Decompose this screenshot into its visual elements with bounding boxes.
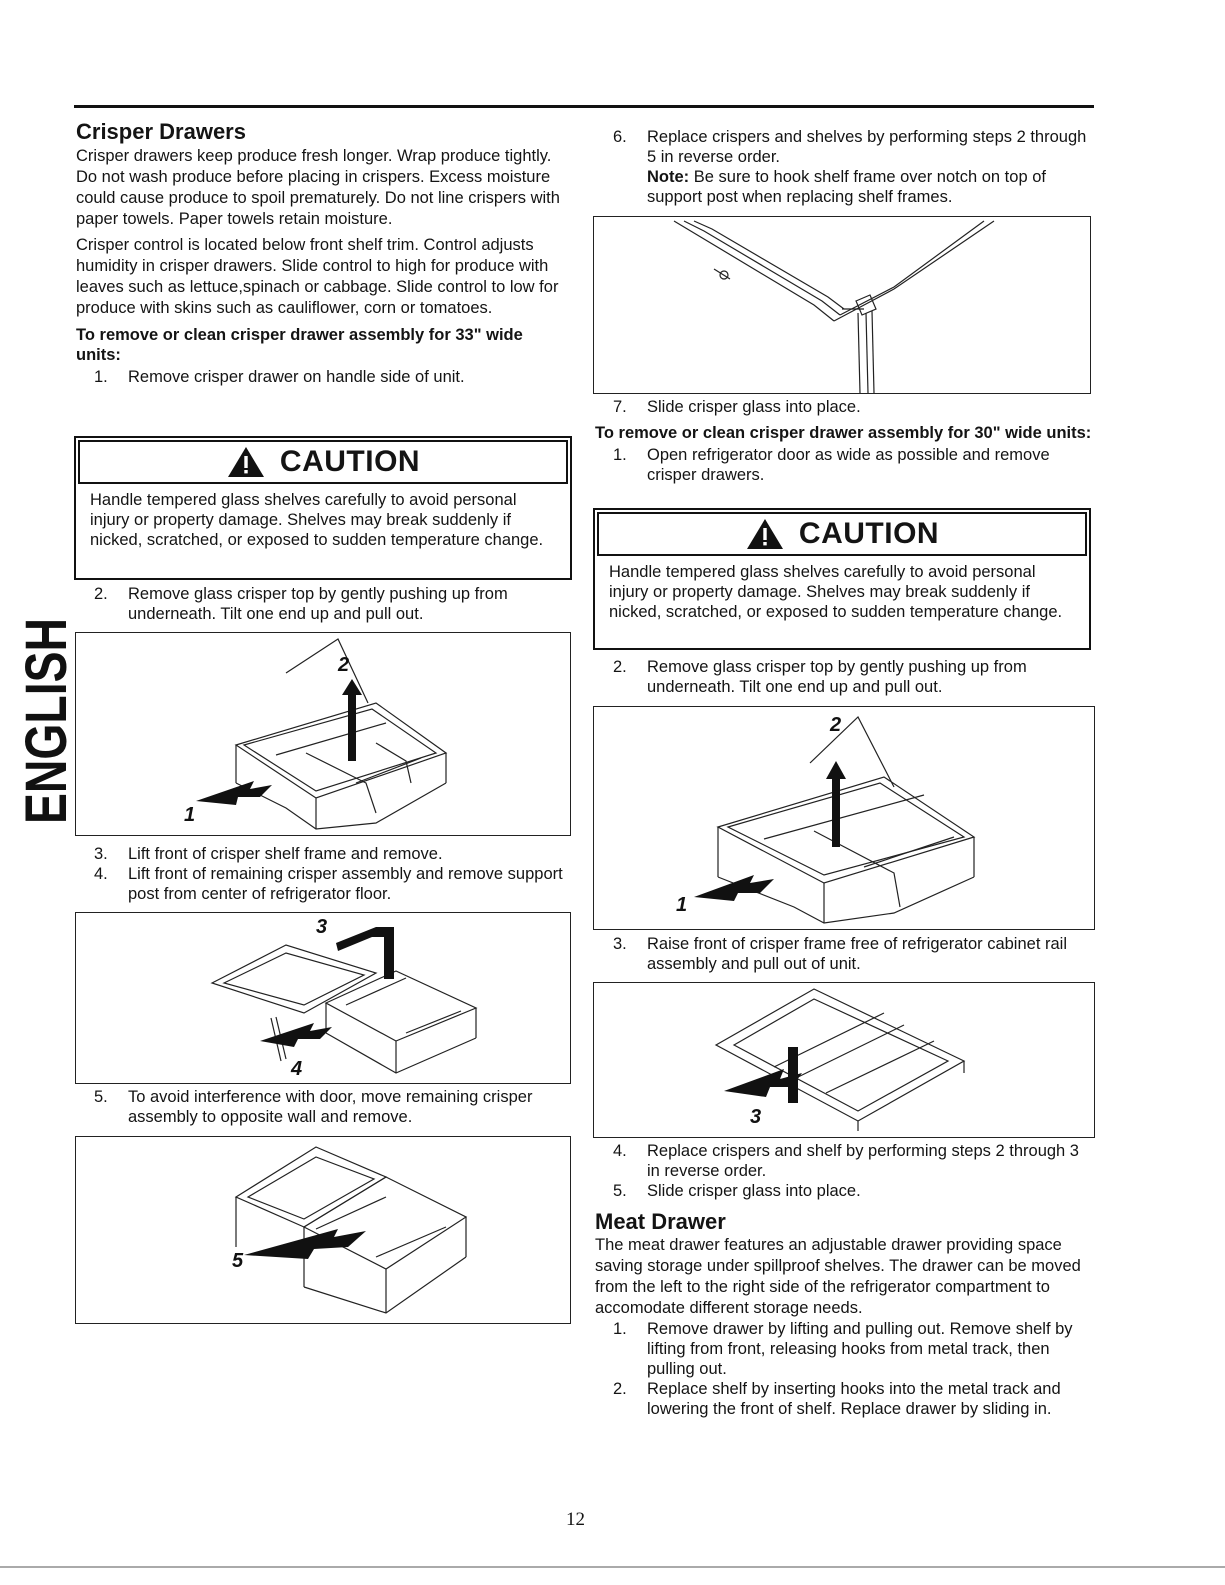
fig2-label-3: 3	[316, 916, 328, 938]
meat-drawer-title: Meat Drawer	[595, 1209, 726, 1234]
right-step-6: 6. Replace crispers and shelves by performing steps 2 through 5 in reverse order.	[613, 128, 1087, 166]
caution-header	[78, 440, 568, 484]
crisper-intro-paragraph: Crisper drawers keep produce fresh longer. Wrap produce tightly. Do not wash produce before placing in crispers. Excess moisture could cause produce to spoil prematurely. Do not line crispers with paper towels. Paper towels retain moisture.	[76, 147, 560, 228]
page-number: 12	[566, 1509, 585, 1530]
figure-lift-frame-33	[75, 912, 571, 1084]
right-step-1: 1. Open refrigerator door as wide as possible and remove crisper drawers.	[613, 446, 1050, 484]
warning-triangle-icon	[745, 517, 785, 551]
fig1-label-1: 1	[184, 804, 196, 826]
caution-title: CAUTION	[279, 445, 421, 478]
right-step-3: 3. Raise front of crisper frame free of refrigerator cabinet rail assembly and pull out of unit.	[613, 935, 1068, 973]
caution-text: Handle tempered glass shelves carefully to avoid personal injury or property damage. Shelves may break suddenly if nicked, scratched, or exposed to sudden temperature change.	[90, 491, 544, 549]
left-step-1: 1. Remove crisper drawer on handle side of unit.	[94, 368, 465, 386]
meat-drawer-paragraph: The meat drawer features an adjustable drawer providing space saving storage under spillproof shelves. The drawer can be moved from the left to the right side of the refrigerator compartment to accomodate different storage needs.	[595, 1236, 1081, 1317]
bottom-rule	[0, 1566, 1225, 1568]
language-tab	[14, 616, 80, 826]
right-step-5: 5. Slide crisper glass into place.	[613, 1182, 861, 1200]
right-step-7: 7. Slide crisper glass into place.	[613, 398, 861, 416]
caution-box-right	[593, 508, 1091, 650]
figure-hook-shelf-frame	[593, 216, 1091, 394]
caution-header	[597, 512, 1087, 556]
top-rule	[74, 105, 1094, 108]
right-note: Note: Be sure to hook shelf frame over notch on top of support post when replacing shelf frames.	[647, 168, 1046, 206]
subhead-30-units: To remove or clean crisper drawer assembly for 30" wide units:	[595, 424, 1092, 442]
crisper-control-paragraph: Crisper control is located below front shelf trim. Control adjusts humidity in crisper drawers. Slide control to high for produce with leaves such as lettuce,spinach or cabbage. Slide control to low for produce with skins such as cauliflower, corn or tomatoes.	[76, 236, 559, 317]
right-step-4: 4. Replace crispers and shelf by performing steps 2 through 3 in reverse order.	[613, 1142, 1079, 1180]
language-label: ENGLISH	[14, 616, 79, 824]
caution-text: Handle tempered glass shelves carefully to avoid personal injury or property damage. Shelves may break suddenly if nicked, scratched, or exposed to sudden temperature change.	[609, 563, 1063, 621]
figure-raise-frame-30	[593, 982, 1095, 1138]
meat-step-1: 1. Remove drawer by lifting and pulling out. Remove shelf by lifting from front, releasing hooks from metal track, then pulling out.	[613, 1320, 1073, 1378]
fig6-label-3: 3	[750, 1106, 762, 1128]
caution-box-left	[74, 436, 572, 580]
left-step-5: 5. To avoid interference with door, move remaining crisper assembly to opposite wall and remove.	[94, 1088, 533, 1126]
caution-title: CAUTION	[798, 517, 940, 550]
right-step-2: 2. Remove glass crisper top by gently pushing up from underneath. Tilt one end up and pull out.	[613, 658, 1027, 696]
left-step-3: 3. Lift front of crisper shelf frame and remove.	[94, 845, 443, 863]
figure-move-assembly-33	[75, 1136, 571, 1324]
figure-remove-glass-top-30	[593, 706, 1095, 930]
meat-step-2: 2. Replace shelf by inserting hooks into the metal track and lowering the front of shelf. Replace drawer by sliding in.	[613, 1380, 1061, 1418]
subhead-33-units: To remove or clean crisper drawer assembly for 33" wide units:	[76, 326, 523, 364]
fig1-label-2: 2	[338, 654, 350, 676]
fig3-label-5: 5	[232, 1250, 244, 1272]
warning-triangle-icon	[226, 445, 266, 479]
fig5-label-2: 2	[830, 714, 842, 736]
fig2-label-4: 4	[291, 1058, 303, 1080]
figure-remove-glass-top-33	[75, 632, 571, 836]
left-step-2: 2. Remove glass crisper top by gently pushing up from underneath. Tilt one end up and pull out.	[94, 585, 508, 623]
fig5-label-1: 1	[676, 894, 688, 916]
crisper-drawers-title: Crisper Drawers	[76, 119, 246, 144]
left-step-4: 4. Lift front of remaining crisper assembly and remove support post from center of refrigerator floor.	[94, 865, 563, 903]
